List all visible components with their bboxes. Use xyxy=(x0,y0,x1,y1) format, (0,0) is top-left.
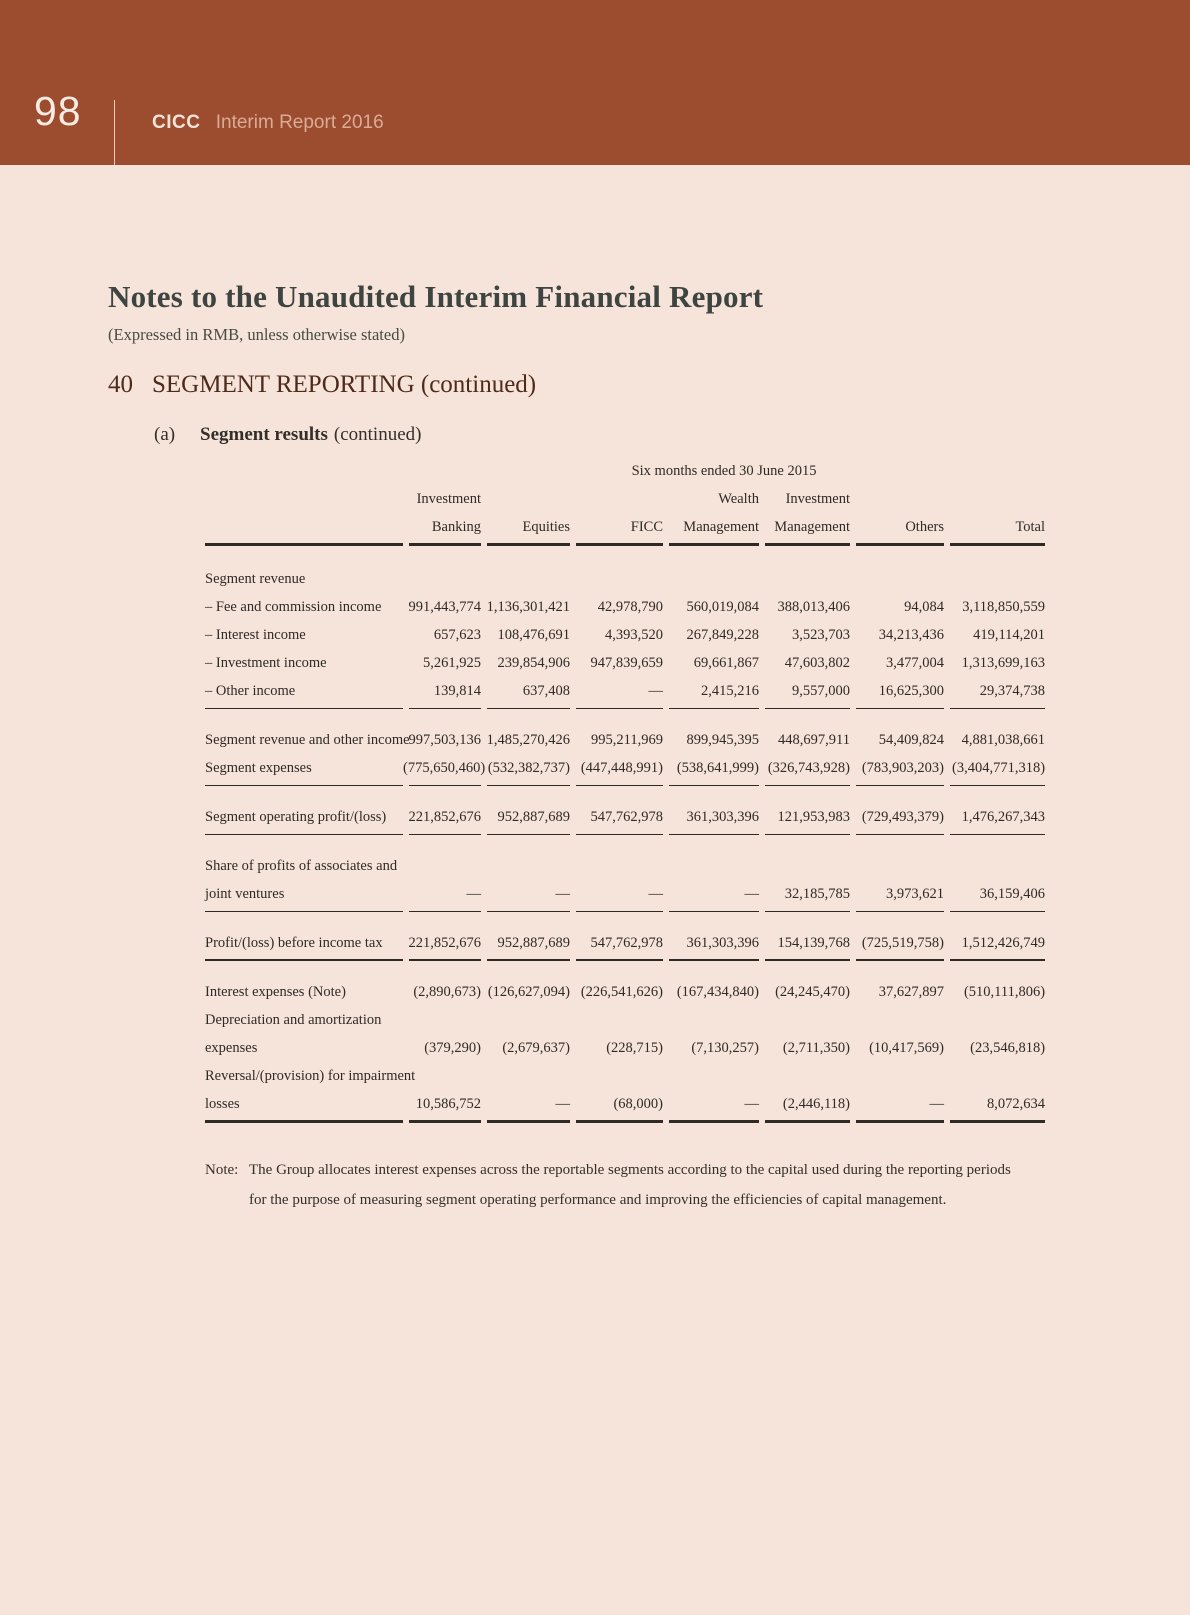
row-label: Profit/(loss) before income tax xyxy=(205,935,383,951)
table-row: – Fee and commission income 991,443,774 1,136,301,421 42,978,790 560,019,084 388,013,406 94,084 3,118,850,559 xyxy=(205,588,1045,616)
note-line: for the purpose of measuring segment operating performance and improving the efficiencies of capital management. xyxy=(249,1192,947,1208)
page-subtitle: (Expressed in RMB, unless otherwise stated) xyxy=(108,325,405,344)
table-row: – Other income 139,814 637,408 — 2,415,216 9,557,000 16,625,300 29,374,738 xyxy=(205,672,1045,700)
table-row: losses 10,586,752 — (68,000) — (2,446,118) — 8,072,634 xyxy=(205,1085,1045,1113)
table-rule-medium xyxy=(205,952,1045,961)
row-label: Reversal/(provision) for impairment xyxy=(205,1068,416,1084)
row-label: – Fee and commission income xyxy=(205,599,382,615)
row-label: Share of profits of associates and xyxy=(205,858,398,874)
subsection-marker: (a) xyxy=(154,424,176,445)
table-row: Segment operating profit/(loss) 221,852,676 952,887,689 547,762,978 361,303,396 121,953,983 (729,493,379) 1,476,267,343 xyxy=(205,798,1045,826)
col-header: Management xyxy=(683,519,759,535)
row-label: losses xyxy=(205,1096,240,1112)
period-header-row xyxy=(205,454,1045,480)
row-label: – Other income xyxy=(205,683,296,699)
column-header-row-2 xyxy=(205,508,1045,536)
page-number: 98 xyxy=(34,88,82,134)
page-title: Notes to the Unaudited Interim Financial Report xyxy=(108,279,764,314)
page-header-band xyxy=(0,0,1190,165)
table-row: Segment revenue and other income 997,503,136 1,485,270,426 995,211,969 899,945,395 448,697,911 54,409,824 4,881,038,661 xyxy=(205,721,1045,749)
col-header: Management xyxy=(774,519,850,535)
row-label: Segment operating profit/(loss) xyxy=(205,809,387,825)
table-rule-thick xyxy=(205,536,1045,546)
segment-results-table xyxy=(205,454,1045,1123)
table-row xyxy=(205,560,1045,588)
section-heading xyxy=(108,371,1190,399)
col-header: Others xyxy=(905,519,944,535)
row-label: Segment expenses xyxy=(205,760,312,776)
table-row xyxy=(205,1001,1045,1029)
table-note xyxy=(205,1155,1065,1215)
section-number: 40 xyxy=(108,371,133,398)
col-header xyxy=(850,480,944,508)
col-header xyxy=(944,480,1045,508)
col-header: Equities xyxy=(522,519,570,535)
col-header: Wealth xyxy=(718,491,759,507)
table-row xyxy=(205,1057,1045,1085)
section-title: SEGMENT REPORTING (continued) xyxy=(152,371,537,398)
period-header: Six months ended 30 June 2015 xyxy=(631,463,817,479)
table-rule-thin xyxy=(205,700,1045,709)
subsection-heading xyxy=(154,424,1190,446)
row-label: – Investment income xyxy=(205,655,327,671)
col-header: Total xyxy=(1015,519,1046,535)
col-header xyxy=(570,480,663,508)
col-header xyxy=(481,480,570,508)
table-row: – Investment income 5,261,925 239,854,906 947,839,659 69,661,867 47,603,802 3,477,004 1,313,699,163 xyxy=(205,644,1045,672)
table-row: Segment expenses (775,650,460) (532,382,737) (447,448,991) (538,641,999) (326,743,928) (783,903,203) (3,404,771,318) xyxy=(205,749,1045,777)
col-header: Investment xyxy=(785,491,850,507)
table-row: expenses (379,290) (2,679,637) (228,715) (7,130,257) (2,711,350) (10,417,569) (23,546,818) xyxy=(205,1029,1045,1057)
subsection-suffix: (continued) xyxy=(333,424,422,445)
table-row: Interest expenses (Note) (2,890,673) (126,627,094) (226,541,626) (167,434,840) (24,245,470) 37,627,897 (510,111,806) xyxy=(205,973,1045,1001)
row-label: – Interest income xyxy=(205,627,306,643)
col-header: FICC xyxy=(630,519,663,535)
table-row: – Interest income 657,623 108,476,691 4,393,520 267,849,228 3,523,703 34,213,436 419,114,201 xyxy=(205,616,1045,644)
subsection-title: Segment results xyxy=(200,424,328,445)
document-content xyxy=(0,165,1190,1215)
note-line: The Group allocates interest expenses across the reportable segments according to the capital used during the reporting periods xyxy=(249,1162,1011,1178)
row-label: Segment revenue xyxy=(205,571,306,587)
header-title xyxy=(152,112,384,134)
table-rule-thin xyxy=(205,777,1045,786)
report-title: Interim Report 2016 xyxy=(215,112,384,133)
table-rule-thin xyxy=(205,826,1045,835)
col-header: Investment xyxy=(416,491,481,507)
row-label: joint ventures xyxy=(205,886,285,902)
col-header: Banking xyxy=(431,519,481,535)
row-label: expenses xyxy=(205,1040,258,1056)
row-label: Depreciation and amortization xyxy=(205,1012,382,1028)
table-row: Profit/(loss) before income tax 221,852,676 952,887,689 547,762,978 361,303,396 154,139,768 (725,519,758) 1,512,426,749 xyxy=(205,924,1045,952)
table-rule-thick xyxy=(205,1113,1045,1123)
note-label: Note: xyxy=(205,1162,239,1178)
note-body xyxy=(249,1155,1011,1215)
table-row: joint ventures — — — — 32,185,785 3,973,621 36,159,406 xyxy=(205,875,1045,903)
header-divider xyxy=(114,100,115,165)
row-label: Segment revenue and other income xyxy=(205,732,410,748)
table-rule-thin xyxy=(205,903,1045,912)
brand-logo-text: CICC xyxy=(152,112,201,133)
row-label: Interest expenses (Note) xyxy=(205,984,346,1000)
column-header-row-1 xyxy=(205,480,1045,508)
table-row xyxy=(205,847,1045,875)
